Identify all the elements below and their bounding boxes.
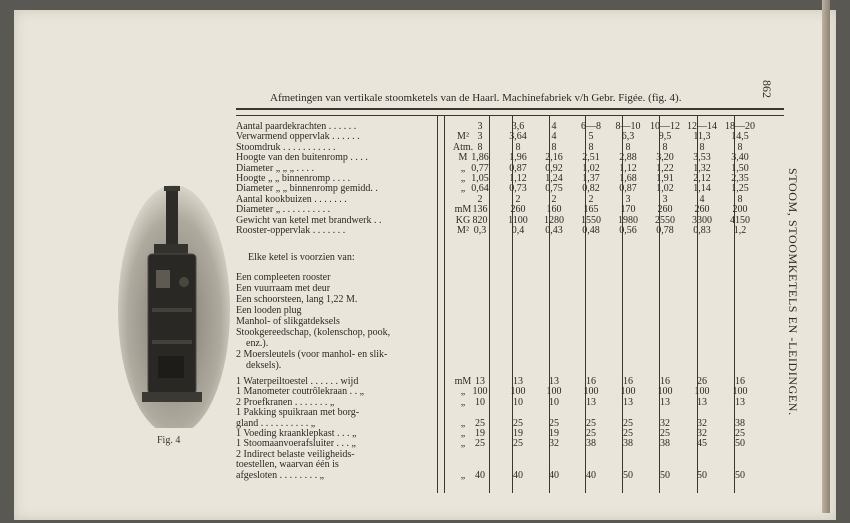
table-cell: 1,25 (731, 183, 749, 195)
table-cell: 3,53 (693, 152, 711, 164)
equipment-item: Een looden plug (236, 305, 302, 316)
table-row-label: afgesloten . . . . . . . . „ (236, 469, 325, 481)
table-row-unit: KG (455, 214, 471, 226)
table-cell: 16 (586, 376, 596, 387)
table-cell: 32 (660, 417, 670, 429)
table-cell: 8 (662, 141, 668, 153)
table-cell: 3,20 (656, 152, 674, 164)
table-cell: 40 (549, 469, 559, 481)
table-cell: 0,43 (545, 225, 563, 236)
table-cell: 9,5 (658, 131, 672, 143)
table-cell: 0,73 (509, 183, 527, 195)
table-cell: 1280 (544, 214, 564, 226)
table-cell: 13 (549, 376, 559, 387)
table-cell: 25 (475, 438, 485, 450)
table-row-unit: „ (460, 417, 466, 429)
table-cell: 100 (620, 386, 636, 398)
table-row-unit: „ (460, 386, 466, 398)
table-cell: 10 (549, 396, 559, 408)
table-row-unit: mM (454, 376, 472, 387)
table-cell: 38 (586, 438, 596, 450)
table-cell: 25 (586, 417, 596, 429)
table-cell: 0,56 (619, 225, 637, 236)
table-cell: 1,02 (582, 162, 600, 174)
table-cell: 25 (513, 438, 523, 450)
table-row-label: 1 Manometer coutrôlekraan . . „ (236, 386, 365, 398)
table-cell: 5 (588, 131, 594, 143)
table-cell: 13 (475, 376, 485, 387)
book-spine (822, 0, 830, 513)
intro-text: Elke ketel is voorzien van: (248, 252, 355, 263)
table-cell: 2 (551, 193, 557, 205)
table-cell: 25 (623, 417, 633, 429)
table-cell: 10 (475, 396, 485, 408)
table-cell: 38 (735, 417, 745, 429)
table-row-label: 1 Waterpeiltoestel . . . . . . wijd (236, 376, 359, 387)
book-page (14, 10, 836, 520)
table-cell: 2,12 (693, 173, 711, 184)
table-row-label: toestellen, waarvan één is (236, 459, 339, 471)
table-cell: 25 (735, 428, 745, 439)
table-cell: 2 (515, 193, 521, 205)
table-cell: 13 (586, 396, 596, 408)
table-cell: 2 (588, 193, 594, 205)
table-cell: 25 (513, 417, 523, 429)
table-cell: 50 (697, 469, 707, 481)
table-cell: 1,2 (733, 225, 747, 236)
table-cell: 260 (510, 204, 526, 216)
table-cell: 10—12 (650, 121, 680, 132)
table-cell: 0,82 (582, 183, 600, 195)
table-cell: 260 (657, 204, 673, 216)
table-cell: 170 (620, 204, 636, 216)
table-cell: 1,37 (582, 173, 600, 184)
equipment-item: Een compleeten rooster (236, 272, 331, 283)
table-cell: 8 (588, 141, 594, 153)
table-cell: 100 (472, 386, 488, 398)
table-cell: 8 (737, 141, 743, 153)
table-cell: 1,14 (693, 183, 711, 195)
table-cell: 2,16 (545, 152, 563, 164)
figure-caption: Fig. 4 (157, 435, 181, 446)
table-row-label: 2 Proefkranen . . . . . . . „ (236, 396, 335, 408)
table-cell: 1,96 (509, 152, 527, 164)
table-cell: 32 (697, 428, 707, 439)
page-number: 862 (760, 80, 774, 98)
table-row-unit: „ (460, 173, 466, 184)
table-row-label: Gewicht van ketel met brandwerk . . (236, 214, 382, 226)
table-cell: 0,4 (511, 225, 525, 236)
table-cell: 3,40 (731, 152, 749, 164)
table-cell: 0,77 (471, 162, 489, 174)
table-cell: 8—10 (615, 121, 641, 132)
equipment-item: Een schoorsteen, lang 1,22 M. (236, 294, 358, 305)
table-cell: 8 (477, 141, 483, 153)
table-row-unit: „ (460, 469, 466, 481)
table-cell: 1,91 (656, 173, 674, 184)
table-cell: 3 (662, 193, 668, 205)
table-cell: 11,3 (693, 131, 711, 143)
table-cell: 3300 (692, 214, 712, 226)
table-cell: 40 (475, 469, 485, 481)
table-cell: 50 (623, 469, 633, 481)
table-cell: 13 (623, 396, 633, 408)
equipment-item: 2 Moersleutels (voor manhol- en slik- (236, 349, 388, 360)
table-cell: 16 (660, 376, 670, 387)
table-cell: 1,68 (619, 173, 637, 184)
table-row-label: Aantal paardekrachten . . . . . . (236, 121, 357, 132)
table-cell: 50 (735, 438, 745, 450)
table-cell: 38 (660, 438, 670, 450)
table-cell: 165 (583, 204, 599, 216)
table-cell: 8 (551, 141, 557, 153)
table-cell: 820 (472, 214, 488, 226)
table-row-label: Aantal kookbuizen . . . . . . . (236, 193, 347, 205)
table-cell: 1,02 (656, 183, 674, 195)
table-cell: 0,64 (471, 183, 489, 195)
table-row-label: Diameter „ „ „ . . . . (236, 162, 315, 174)
table-cell: 1550 (581, 214, 601, 226)
table-row-label: Diameter „ „ binnenromp gemidd. . (236, 183, 378, 195)
table-cell: 32 (549, 438, 559, 450)
table-cell: 6,3 (621, 131, 635, 143)
table-cell: 2,51 (582, 152, 600, 164)
equipment-item: Stookgereedschap, (kolenschop, pook, (236, 327, 391, 338)
table-second-rule (236, 115, 784, 116)
table-cell: 2,88 (619, 152, 637, 164)
table-row-label: 1 Pakking spuikraan met borg- (236, 407, 360, 419)
table-cell: 1,86 (471, 152, 489, 164)
table-cell: 1,32 (693, 162, 711, 174)
table-cell: 32 (697, 417, 707, 429)
table-row-label: Stoomdruk . . . . . . . . . . . (236, 141, 336, 153)
table-cell: 8 (515, 141, 521, 153)
table-row-label: Hoogte van den buitenromp . . . . (236, 152, 368, 164)
table-cell: 13 (697, 396, 707, 408)
table-cell: 12—14 (687, 121, 717, 132)
table-cell: 25 (623, 428, 633, 439)
table-cell: 4 (699, 193, 705, 205)
table-cell: 100 (510, 386, 526, 398)
table-cell: 2,35 (731, 173, 749, 184)
table-cell: 1,50 (731, 162, 749, 174)
table-cell: 3 (477, 121, 483, 132)
table-cell: 100 (694, 386, 710, 398)
table-cell: 19 (475, 428, 485, 439)
table-cell: 25 (660, 428, 670, 439)
table-cell: 160 (546, 204, 562, 216)
table-cell: 1,05 (471, 173, 489, 184)
table-row-label: Rooster-oppervlak . . . . . . . (236, 225, 346, 236)
table-cell: 1,22 (656, 162, 674, 174)
table-cell: 100 (657, 386, 673, 398)
table-cell: 2 (477, 193, 483, 205)
table-cell: 45 (697, 438, 707, 450)
table-row-label: 1 Voeding kraanklepkast . . . „ (236, 428, 357, 439)
table-cell: 16 (735, 376, 745, 387)
equipment-item: Een vuurraam met deur (236, 283, 331, 294)
table-row-unit: M² (457, 225, 469, 236)
table-cell: 18—20 (725, 121, 755, 132)
table-cell: 13 (660, 396, 670, 408)
table-cell: 200 (732, 204, 748, 216)
table-row-unit: M² (457, 131, 469, 143)
table-cell: 4 (551, 121, 557, 132)
table-cell: 25 (475, 417, 485, 429)
table-cell: 40 (513, 469, 523, 481)
table-cell: 4150 (730, 214, 750, 226)
table-cell: 14,5 (731, 131, 749, 143)
table-row-unit: „ (460, 428, 466, 439)
table-cell: 40 (586, 469, 596, 481)
table-cell: 19 (513, 428, 523, 439)
table-row-unit: M (458, 152, 468, 164)
table-cell: 50 (660, 469, 670, 481)
table-cell: 136 (472, 204, 488, 216)
table-cell: 0,78 (656, 225, 674, 236)
table-cell: 260 (694, 204, 710, 216)
table-cell: 26 (697, 376, 707, 387)
table-cell: 2550 (655, 214, 675, 226)
table-row-label: gland . . . . . . . . . . „ (236, 417, 316, 429)
table-row-unit: „ (460, 396, 466, 408)
table-cell: 3,64 (509, 131, 527, 143)
table-cell: 1100 (508, 214, 528, 226)
table-cell: 6—8 (581, 121, 601, 132)
table-cell: 8 (737, 193, 743, 205)
table-cell: 0,87 (619, 183, 637, 195)
table-row-label: Diameter „ . . . . . . . . . . (236, 204, 331, 216)
table-cell: 38 (623, 438, 633, 450)
table-row-unit: mM (454, 204, 472, 216)
table-top-rule (236, 108, 784, 110)
running-side-title: STOOM, STOOMKETELS EN -LEIDINGEN. (786, 168, 800, 416)
table-row-label: Verwarmend oppervlak . . . . . . (236, 131, 360, 143)
equipment-item: Manhol- of slikgatdeksels (236, 316, 340, 327)
table-cell: 100 (583, 386, 599, 398)
table-cell: 0,48 (582, 225, 600, 236)
table-cell: 8 (699, 141, 705, 153)
table-row-label: 2 Indirect belaste veiligheids- (236, 448, 355, 460)
table-cell: 3,6 (511, 121, 525, 132)
table-cell: 4 (551, 131, 557, 143)
table-cell: 50 (735, 469, 745, 481)
table-row-unit: „ (460, 183, 466, 195)
table-title: Afmetingen van vertikale stoomketels van de Haarl. Machinefabriek v/h Gebr. Figée. (fig. 4). (270, 92, 682, 104)
table-cell: 1,12 (619, 162, 637, 174)
table-cell: 13 (735, 396, 745, 408)
table-row-label: Hoogte „ „ binnenromp . . . . (236, 173, 351, 184)
equipment-item: enz.). (246, 338, 269, 349)
table-cell: 0,75 (545, 183, 563, 195)
table-cell: 8 (625, 141, 631, 153)
table-cell: 0,3 (473, 225, 487, 236)
table-row-unit: „ (460, 438, 466, 450)
table-cell: 1,12 (509, 173, 527, 184)
table-cell: 25 (549, 417, 559, 429)
table-cell: 1980 (618, 214, 638, 226)
table-cell: 100 (546, 386, 562, 398)
table-cell: 1,24 (545, 173, 563, 184)
table-cell: 16 (623, 376, 633, 387)
table-cell: 0,83 (693, 225, 711, 236)
table-cell: 0,92 (545, 162, 563, 174)
table-cell: 3 (625, 193, 631, 205)
table-row-unit: „ (460, 162, 466, 174)
table-cell: 10 (513, 396, 523, 408)
table-row-label: 1 Stoomaanvoerafsluiter . . . „ (236, 438, 356, 450)
table-cell: 19 (549, 428, 559, 439)
table-cell: 25 (586, 428, 596, 439)
vertical-boiler-illustration (118, 170, 230, 428)
table-cell: 0,87 (509, 162, 527, 174)
table-cell: 3 (477, 131, 483, 143)
table-cell: 13 (513, 376, 523, 387)
equipment-item: deksels). (246, 360, 282, 371)
table-cell: 100 (732, 386, 748, 398)
table-row-unit: Atm. (452, 141, 474, 153)
